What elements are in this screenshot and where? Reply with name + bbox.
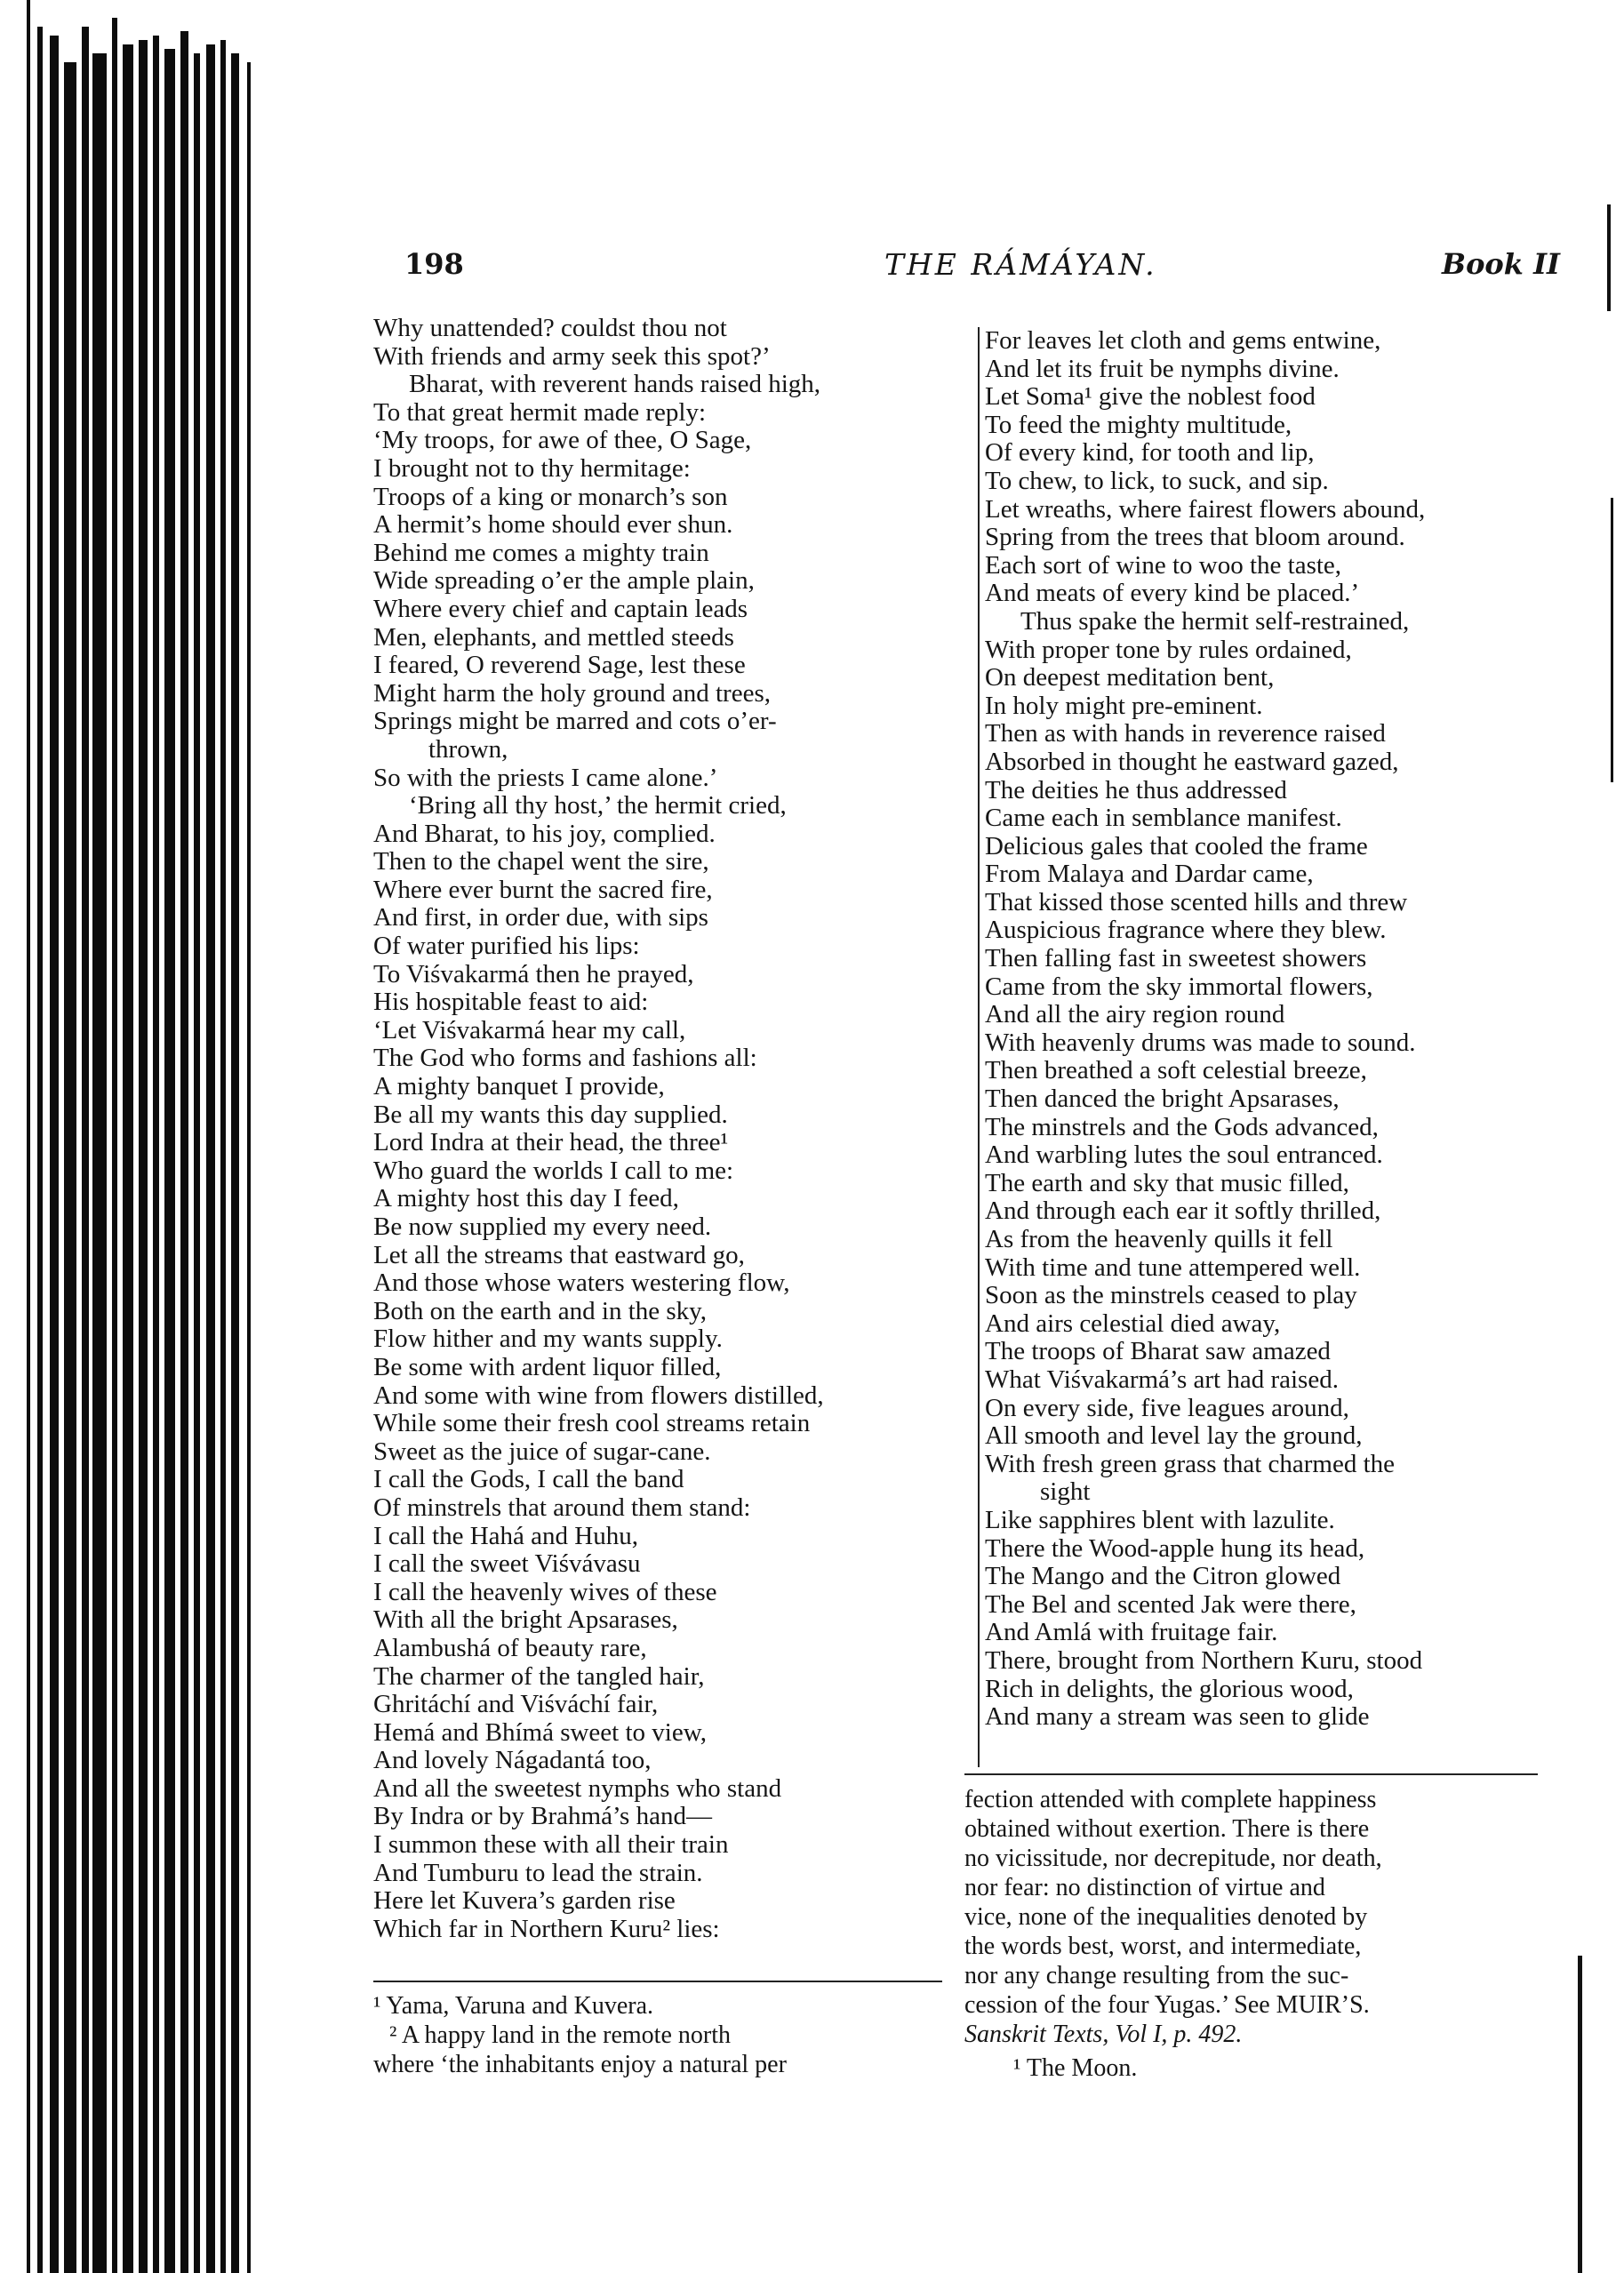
left-verse-line: A hermit’s home should ever shun.	[373, 510, 733, 540]
scan-binding-edge	[0, 0, 267, 2273]
footnotes-right	[996, 2053, 1493, 2083]
scan-mark-right	[1578, 1956, 1582, 2273]
right-verse-line: Of every kind, for tooth and lip,	[985, 438, 1315, 468]
footnote-rule-right	[964, 1773, 1538, 1775]
left-verse-line: Sweet as the juice of sugar-cane.	[373, 1437, 711, 1466]
left-verse-line: And lovely Nágadantá too,	[373, 1746, 652, 1775]
footnote-line: obtained without exertion. There is there	[964, 1815, 1370, 1843]
footnote-line: ¹ The Moon.	[1013, 2054, 1138, 2082]
right-verse-line: Absorbed in thought he eastward gazed,	[985, 747, 1399, 776]
right-verse-line: Delicious gales that cooled the frame	[985, 831, 1368, 860]
left-verse-line: Wide spreading o’er the ample plain,	[373, 566, 755, 596]
scan-mark-right	[1607, 204, 1611, 311]
left-verse-line: ‘My troops, for awe of thee, O Sage,	[373, 426, 752, 455]
right-verse-line: Came each in semblance manifest.	[985, 804, 1342, 833]
running-header	[404, 247, 1560, 300]
right-verse-line: And let its fruit be nymphs divine.	[985, 354, 1340, 383]
right-verse-line: On every side, five leagues around,	[985, 1393, 1349, 1422]
right-verse-line: There, brought from Northern Kuru, stood	[985, 1645, 1423, 1675]
book-label: Book II	[1442, 247, 1560, 281]
left-verse-line: Be some with ardent liquor filled,	[373, 1352, 722, 1381]
left-verse-line: The charmer of the tangled hair,	[373, 1661, 705, 1691]
right-verse-line: And warbling lutes the soul entranced.	[985, 1141, 1383, 1170]
footnote-line: nor any change resulting from the suc-	[964, 1962, 1349, 1989]
left-verse-line: And some with wine from flowers distilled,	[373, 1381, 824, 1410]
right-verse-line: And airs celestial died away,	[985, 1309, 1281, 1338]
right-verse-line: Auspicious fragrance where they blew.	[985, 916, 1387, 945]
right-verse-line: From Malaya and Dardar came,	[985, 860, 1314, 889]
right-verse-line: Then as with hands in reverence raised	[985, 719, 1386, 748]
right-verse-line: Rich in delights, the glorious wood,	[985, 1674, 1354, 1703]
left-verse-line: Hemá and Bhímá sweet to view,	[373, 1717, 708, 1747]
left-verse-line: Let all the streams that eastward go,	[373, 1240, 745, 1269]
scan-mark-right	[1611, 498, 1613, 782]
left-verse-line: With all the bright Apsarases,	[373, 1605, 678, 1635]
left-verse-line: His hospitable feast to aid:	[373, 988, 649, 1017]
right-verse-line: That kissed those scented hills and threw	[985, 887, 1408, 916]
right-verse-line: Spring from the trees that bloom around.	[985, 523, 1405, 552]
page-number: 198	[404, 247, 464, 281]
left-verse-line: Of minstrels that around them stand:	[373, 1493, 751, 1522]
left-verse-line: While some their fresh cool streams retain	[373, 1409, 811, 1438]
right-verse-line: The Mango and the Citron glowed	[985, 1562, 1341, 1591]
left-verse-line: To Viśvakarmá then he prayed,	[373, 959, 694, 988]
left-verse-line: ‘Bring all thy host,’ the hermit cried,	[409, 791, 787, 820]
left-verse-line: And first, in order due, with sips	[373, 903, 708, 932]
footnote-line: ¹ Yama, Varuna and Kuvera.	[373, 1992, 654, 2020]
left-verse-line: Behind me comes a mighty train	[373, 538, 709, 567]
left-verse-line: Who guard the worlds I call to me:	[373, 1156, 734, 1185]
left-verse-line: Where every chief and captain leads	[373, 594, 748, 623]
footnote-line: Sanskrit Texts, Vol I, p. 492.	[964, 2021, 1243, 2048]
right-verse-line: Soon as the minstrels ceased to play	[985, 1281, 1357, 1310]
left-verse-line: thrown,	[428, 734, 508, 764]
right-verse-line: And many a stream was seen to glide	[985, 1702, 1370, 1732]
verse-column-right	[985, 327, 1545, 1732]
left-verse-line: Springs might be marred and cots o’er-	[373, 707, 777, 736]
left-verse-line: I call the Hahá and Huhu,	[373, 1521, 638, 1550]
left-verse-line: Lord Indra at their head, the three¹	[373, 1128, 729, 1157]
right-verse-line: To chew, to lick, to suck, and sip.	[985, 466, 1329, 495]
left-verse-line: A mighty host this day I feed,	[373, 1184, 679, 1213]
left-verse-line: Where ever burnt the sacred fire,	[373, 875, 713, 904]
left-verse-line: Alambushá of beauty rare,	[373, 1633, 647, 1662]
footnote-line: fection attended with complete happiness	[964, 1786, 1377, 1813]
footnote-line: cession of the four Yugas.’ See MUIR’S.	[964, 1991, 1370, 2019]
right-verse-line: Each sort of wine to woo the taste,	[985, 550, 1342, 580]
verse-column-left	[373, 315, 969, 1943]
right-verse-line: On deepest meditation bent,	[985, 663, 1275, 692]
footnote-line: no vicissitude, nor decrepitude, nor death,	[964, 1845, 1382, 1872]
footnotes-left	[373, 1991, 942, 2079]
right-verse-line: And Amlá with fruitage fair.	[985, 1618, 1278, 1647]
left-verse-line: Flow hither and my wants supply.	[373, 1325, 723, 1354]
column-divider	[978, 327, 980, 1767]
right-verse-line: With proper tone by rules ordained,	[985, 635, 1352, 664]
right-verse-line: Came from the sky immortal flowers,	[985, 972, 1373, 1001]
right-verse-line: The Bel and scented Jak were there,	[985, 1589, 1356, 1619]
left-verse-line: I call the heavenly wives of these	[373, 1577, 717, 1606]
right-verse-line: And through each ear it softly thrilled,	[985, 1197, 1381, 1226]
left-verse-line: And Tumburu to lead the strain.	[373, 1858, 703, 1887]
right-verse-line: To feed the mighty multitude,	[985, 410, 1292, 439]
right-verse-line: Thus spake the hermit self-restrained,	[1020, 606, 1410, 636]
right-verse-line: Then breathed a soft celestial breeze,	[985, 1056, 1367, 1085]
left-verse-line: Here let Kuvera’s garden rise	[373, 1886, 676, 1916]
left-verse-line: Bharat, with reverent hands raised high,	[409, 370, 821, 399]
left-verse-line: With friends and army seek this spot?’	[373, 341, 771, 371]
right-verse-line: Let wreaths, where fairest flowers abound,	[985, 494, 1426, 524]
footnote-line: where ‘the inhabitants enjoy a natural per	[373, 2051, 787, 2078]
left-verse-line: I summon these with all their train	[373, 1830, 729, 1860]
left-verse-line: And all the sweetest nymphs who stand	[373, 1773, 782, 1803]
footnote-rule-left	[373, 1981, 942, 1982]
left-verse-line: Men, elephants, and mettled steeds	[373, 622, 734, 652]
left-verse-line: Then to the chapel went the sire,	[373, 847, 709, 876]
footnote-line: vice, none of the inequalities denoted by	[964, 1903, 1368, 1931]
footnote-continuation	[964, 1785, 1533, 2049]
footnote-line: the words best, worst, and intermediate,	[964, 1933, 1362, 1960]
left-verse-line: Troops of a king or monarch’s son	[373, 482, 728, 511]
right-verse-line: For leaves let cloth and gems entwine,	[985, 326, 1381, 355]
left-verse-line: A mighty banquet I provide,	[373, 1072, 665, 1101]
right-verse-line: The minstrels and the Gods advanced,	[985, 1112, 1379, 1141]
left-verse-line: Both on the earth and in the sky,	[373, 1296, 708, 1325]
left-verse-line: Why unattended? couldst thou not	[373, 314, 727, 342]
left-verse-line: Might harm the holy ground and trees,	[373, 678, 771, 708]
footnote-line: nor fear: no distinction of virtue and	[964, 1874, 1325, 1901]
left-verse-line: The God who forms and fashions all:	[373, 1044, 757, 1073]
left-verse-line: And those whose waters westering flow,	[373, 1269, 790, 1298]
right-verse-line: There the Wood-apple hung its head,	[985, 1533, 1365, 1563]
right-verse-line: Then falling fast in sweetest showers	[985, 944, 1367, 973]
right-verse-line: Then danced the bright Apsarases,	[985, 1084, 1340, 1114]
right-verse-line: With fresh green grass that charmed the	[985, 1449, 1396, 1478]
left-verse-line: By Indra or by Brahmá’s hand—	[373, 1802, 712, 1831]
running-title: THE RÁMÁYAN.	[884, 247, 1157, 282]
left-verse-line: So with the priests I came alone.’	[373, 763, 718, 792]
right-verse-line: In holy might pre-eminent.	[985, 691, 1263, 720]
left-verse-line: I brought not to thy hermitage:	[373, 453, 691, 483]
right-verse-line: With time and tune attempered well.	[985, 1253, 1361, 1282]
right-verse-line: Let Soma¹ give the noblest food	[985, 382, 1316, 412]
right-verse-line: And meats of every kind be placed.’	[985, 579, 1360, 608]
left-verse-line: Of water purified his lips:	[373, 932, 640, 961]
right-verse-line: The earth and sky that music filled,	[985, 1168, 1349, 1197]
right-verse-line: Like sapphires blent with lazulite.	[985, 1505, 1335, 1534]
right-verse-line: All smooth and level lay the ground,	[985, 1421, 1363, 1451]
left-verse-line: Be now supplied my every need.	[373, 1213, 712, 1241]
left-verse-line: And Bharat, to his joy, complied.	[373, 819, 716, 848]
left-verse-line: I call the Gods, I call the band	[373, 1465, 684, 1494]
left-verse-line: Ghritáchí and Viśváchí fair,	[373, 1690, 659, 1719]
right-verse-line: The deities he thus addressed	[985, 775, 1287, 804]
right-verse-line: The troops of Bharat saw amazed	[985, 1337, 1331, 1366]
left-verse-line: I call the sweet Viśvávasu	[373, 1549, 641, 1579]
left-verse-line: Which far in Northern Kuru² lies:	[373, 1914, 720, 1943]
footnote-line: ² A happy land in the remote north	[389, 2021, 731, 2049]
left-verse-line: I feared, O reverend Sage, lest these	[373, 651, 746, 680]
right-verse-line: As from the heavenly quills it fell	[985, 1225, 1333, 1253]
right-verse-line: What Viśvakarmá’s art had raised.	[985, 1365, 1339, 1394]
left-verse-line: Be all my wants this day supplied.	[373, 1100, 728, 1129]
right-verse-line: sight	[1040, 1477, 1091, 1507]
left-verse-line: To that great hermit made reply:	[373, 397, 707, 427]
left-verse-line: ‘Let Viśvakarmá hear my call,	[373, 1015, 686, 1044]
right-verse-line: With heavenly drums was made to sound.	[985, 1028, 1416, 1057]
right-verse-line: And all the airy region round	[985, 1000, 1285, 1029]
